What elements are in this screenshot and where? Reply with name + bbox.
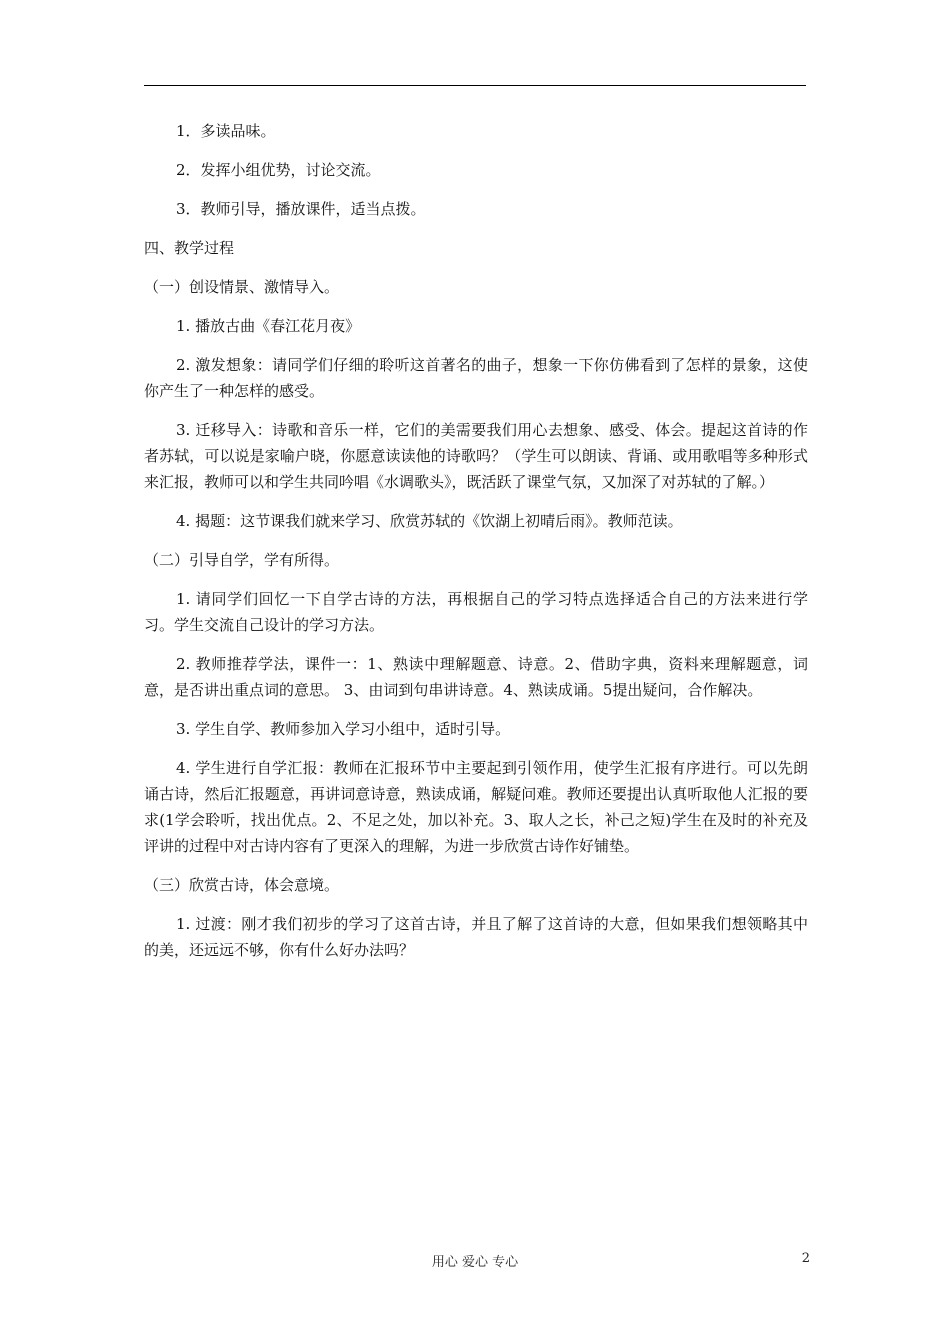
paragraph: 3. 学生自学、教师参加入学习小组中，适时引导。 xyxy=(176,720,511,738)
subsection-heading: （三）欣赏古诗，体会意境。 xyxy=(144,876,340,894)
footer-motto: 用心 爱心 专心 xyxy=(431,1255,519,1270)
subsection-heading: （一）创设情景、激情导入。 xyxy=(144,278,340,296)
paragraph: 4. 揭题：这节课我们就来学习、欣赏苏轼的《饮湖上初晴后雨》。教师范读。 xyxy=(176,512,683,530)
paragraph: 1. 播放古曲《春江花月夜》 xyxy=(176,317,361,335)
paragraph: 1. 请同学们回忆一下自学古诗的方法，再根据自己的学习特点选择适合自己的方法来进行学习。学生交流自己设计的学习方法。 xyxy=(144,590,808,634)
paragraph: 1. 过渡：刚才我们初步的学习了这首古诗，并且了解了这首诗的大意，但如果我们想领略其中的美，还远远不够，你有什么好办法吗？ xyxy=(144,915,808,959)
paragraph: 2．发挥小组优势，讨论交流。 xyxy=(176,161,381,179)
page-number: 2 xyxy=(801,1251,810,1266)
paragraph: 3. 迁移导入：诗歌和音乐一样，它们的美需要我们用心去想象、感受、体会。提起这首诗的作者苏轼，可以说是家喻户晓，你愿意读读他的诗歌吗？（学生可以朗读、背诵、或用歌唱等多种形式来汇报，教师可以和学生共同吟唱《水调歌头》，既活跃了课堂气氛，又加深了对苏轼的了解。） xyxy=(144,421,808,491)
paragraph: 2. 激发想象：请同学们仔细的聆听这首著名的曲子，想象一下你仿佛看到了怎样的景象，这使你产生了一种怎样的感受。 xyxy=(144,356,808,400)
paragraph: 1．多读品味。 xyxy=(176,122,276,140)
paragraph: 3．教师引导，播放课件，适当点拨。 xyxy=(176,200,426,218)
subsection-heading: （二）引导自学，学有所得。 xyxy=(144,551,340,569)
paragraph: 4. 学生进行自学汇报：教师在汇报环节中主要起到引领作用，使学生汇报有序进行。可以先朗诵古诗，然后汇报题意，再讲词意诗意，熟读成诵，解疑问难。教师还要提出认真听取他人汇报的要求(1学会聆听，找出优点。2、不足之处，加以补充。3、取人之长，补己之短)学生在及时的补充及评讲的过程中对古诗内容有了更深入的理解，为进一步欣赏古诗作好铺垫。 xyxy=(144,759,808,855)
paragraph: 2. 教师推荐学法，课件一：1、熟读中理解题意、诗意。2、借助字典，资料来理解题意，词意，是否讲出重点词的意思。 3、由词到句串讲诗意。4、熟读成诵。5提出疑问，合作解决。 xyxy=(144,655,808,699)
header-rule xyxy=(144,85,806,86)
document-body xyxy=(144,118,808,976)
section-heading: 四、教学过程 xyxy=(144,239,235,257)
